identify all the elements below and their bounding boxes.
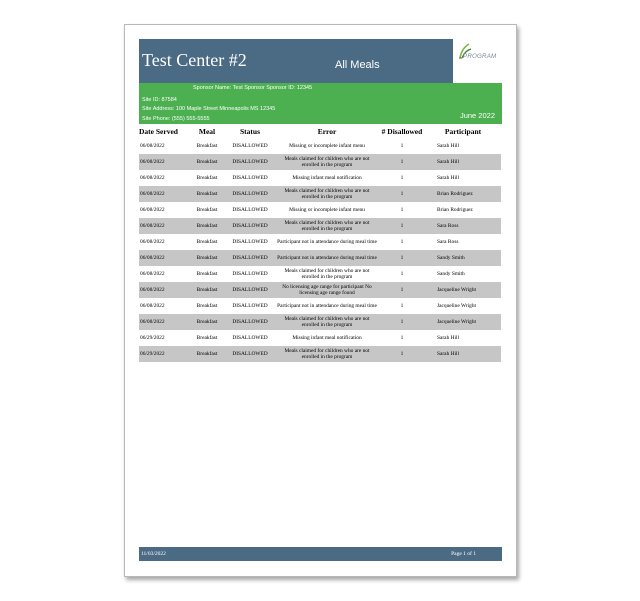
cell-meal: Breakfast xyxy=(196,142,218,149)
cell-participant: Brian Rodriguez xyxy=(425,186,501,202)
column-header-disallowed: # Disallowed xyxy=(381,127,423,136)
table-row xyxy=(139,314,501,330)
table-row xyxy=(139,186,501,202)
table-row xyxy=(139,138,501,154)
cell-disallowed: 1 xyxy=(379,218,425,234)
cell-date: 06/08/2022 xyxy=(140,174,165,181)
column-header-error: Error xyxy=(317,127,337,136)
site-id: Site ID: 87584 xyxy=(142,97,177,103)
table-row xyxy=(139,218,501,234)
report-page xyxy=(124,24,517,577)
report-title-bar xyxy=(139,39,453,83)
cell-disallowed: 1 xyxy=(379,154,425,170)
cell-participant: Sarah Hill xyxy=(425,346,501,362)
cell-error: Meals claimed for children who are not enrolled in the program xyxy=(275,346,379,362)
table-row xyxy=(139,330,501,346)
table-row xyxy=(139,282,501,298)
cell-date: 06/08/2022 xyxy=(139,282,189,298)
cell-status: DISALLOWED xyxy=(232,302,268,309)
table-row xyxy=(139,234,501,250)
cell-disallowed: 1 xyxy=(400,206,404,213)
cell-status: DISALLOWED xyxy=(232,206,268,213)
cell-status: DISALLOWED xyxy=(225,186,275,202)
cell-participant: Jacqueline Wright xyxy=(425,314,501,330)
cell-meal: Breakfast xyxy=(189,346,225,362)
cell-meal: Breakfast xyxy=(196,270,218,277)
center-name: Test Center #2 xyxy=(142,50,247,70)
cell-participant: Sarah Hill xyxy=(437,142,460,149)
cell-disallowed: 1 xyxy=(400,302,404,309)
table-row xyxy=(139,250,501,266)
cell-status: DISALLOWED xyxy=(225,346,275,362)
report-period: June 2022 xyxy=(459,111,495,120)
cell-status: DISALLOWED xyxy=(232,238,268,245)
cell-participant: Jacqueline Wright xyxy=(425,282,501,298)
cell-participant: Brian Rodriguez xyxy=(437,206,473,213)
cell-error: Participant not in attendance during meal time xyxy=(277,238,377,245)
cell-date: 06/08/2022 xyxy=(140,270,165,277)
cell-meal: Breakfast xyxy=(189,186,225,202)
cell-status: DISALLOWED xyxy=(225,218,275,234)
footer-page-number: Page 1 of 1 xyxy=(451,551,476,557)
cell-error: Participant not in attendance during meal time xyxy=(275,250,379,266)
report-name: All Meals xyxy=(335,59,380,71)
cell-status: DISALLOWED xyxy=(225,282,275,298)
table-row xyxy=(139,170,501,186)
column-header-participant: Participant xyxy=(444,127,482,136)
logo-text: PROGRAM xyxy=(463,53,497,60)
site-info-band xyxy=(139,83,502,124)
cell-date: 06/08/2022 xyxy=(139,250,189,266)
program-logo xyxy=(453,41,505,67)
table-row xyxy=(139,154,501,170)
meals-table xyxy=(139,126,501,362)
cell-error: Missing or incomplete infant menu xyxy=(289,142,365,149)
cell-meal: Breakfast xyxy=(196,302,218,309)
column-header-status: Status xyxy=(239,127,260,136)
cell-participant: Sarah Hill xyxy=(437,334,460,341)
table-row xyxy=(139,346,501,362)
column-header-date: Date Served xyxy=(139,127,178,136)
cell-error: Meals claimed for children who are not enrolled in the program xyxy=(275,314,379,330)
cell-date: 06/08/2022 xyxy=(139,218,189,234)
cell-participant: Sandy Smith xyxy=(425,250,501,266)
sponsor-line: Sponsor Name: Test Sponsor Sponsor ID: 12345 xyxy=(193,85,313,91)
cell-participant: Jacqueline Wright xyxy=(437,302,477,309)
cell-status: DISALLOWED xyxy=(225,314,275,330)
cell-disallowed: 1 xyxy=(379,186,425,202)
cell-meal: Breakfast xyxy=(189,154,225,170)
cell-disallowed: 1 xyxy=(379,346,425,362)
cell-meal: Breakfast xyxy=(189,314,225,330)
cell-participant: Sarah Hill xyxy=(437,174,460,181)
cell-meal: Breakfast xyxy=(189,250,225,266)
cell-date: 06/08/2022 xyxy=(140,238,165,245)
cell-error: No licensing age range for participant No licensing age range found xyxy=(275,282,379,298)
cell-status: DISALLOWED xyxy=(232,174,268,181)
cell-error: Meals claimed for children who are not enrolled in the program xyxy=(275,154,379,170)
cell-disallowed: 1 xyxy=(400,238,404,245)
cell-status: DISALLOWED xyxy=(232,334,268,341)
cell-meal: Breakfast xyxy=(196,174,218,181)
cell-date: 06/29/2022 xyxy=(139,346,189,362)
cell-status: DISALLOWED xyxy=(225,250,275,266)
cell-date: 06/29/2022 xyxy=(140,334,165,341)
cell-disallowed: 1 xyxy=(400,270,404,277)
cell-participant: Sarah Hill xyxy=(425,154,501,170)
cell-disallowed: 1 xyxy=(379,314,425,330)
cell-disallowed: 1 xyxy=(400,174,404,181)
cell-participant: Sara Ross xyxy=(437,238,459,245)
cell-status: DISALLOWED xyxy=(232,270,268,277)
cell-date: 06/08/2022 xyxy=(139,154,189,170)
cell-error: Meals claimed for children who are not enrolled in the program xyxy=(284,267,370,280)
cell-error: Missing or incomplete infant menu xyxy=(289,206,365,213)
cell-disallowed: 1 xyxy=(400,334,404,341)
cell-meal: Breakfast xyxy=(189,218,225,234)
cell-date: 06/08/2022 xyxy=(140,142,165,149)
cell-meal: Breakfast xyxy=(189,282,225,298)
cell-error: Meals claimed for children who are not enrolled in the program xyxy=(275,218,379,234)
cell-error: Meals claimed for children who are not enrolled in the program xyxy=(275,186,379,202)
cell-participant: Sandy Smith xyxy=(437,270,465,277)
cell-date: 06/08/2022 xyxy=(140,206,165,213)
cell-meal: Breakfast xyxy=(196,206,218,213)
site-address: Site Address: 100 Maple Street Minneapolis MS 12345 xyxy=(142,106,276,112)
site-phone: Site Phone: (555) 555-5555 xyxy=(142,116,210,122)
table-row xyxy=(139,298,501,314)
cell-error: Missing infant meal notification xyxy=(292,174,362,181)
cell-date: 06/08/2022 xyxy=(139,314,189,330)
footer-date: 11/03/2022 xyxy=(141,551,166,557)
cell-participant: Sara Ross xyxy=(425,218,501,234)
cell-status: DISALLOWED xyxy=(225,154,275,170)
cell-error: Participant not in attendance during meal time xyxy=(277,302,377,309)
table-row xyxy=(139,202,501,218)
cell-meal: Breakfast xyxy=(196,238,218,245)
report-footer xyxy=(139,547,502,561)
cell-disallowed: 1 xyxy=(400,142,404,149)
cell-disallowed: 1 xyxy=(379,282,425,298)
cell-status: DISALLOWED xyxy=(232,142,268,149)
cell-meal: Breakfast xyxy=(196,334,218,341)
table-row xyxy=(139,266,501,282)
cell-date: 06/08/2022 xyxy=(139,186,189,202)
column-header-meal: Meal xyxy=(198,127,216,136)
table-header-row xyxy=(139,126,501,137)
cell-error: Missing infant meal notification xyxy=(292,334,362,341)
cell-date: 06/08/2022 xyxy=(140,302,165,309)
cell-disallowed: 1 xyxy=(379,250,425,266)
